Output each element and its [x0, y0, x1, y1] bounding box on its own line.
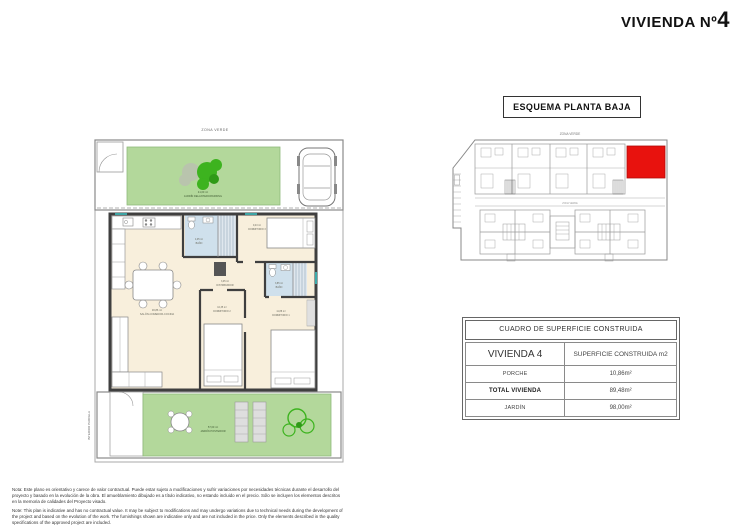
- note-spanish: Nota: Este plano es orientativo y carece de valor contractual. Puede estar sujeto a modificaciones y sufrir variaciones por necesidades técnicas durante el desarrollo del proyecto y basado en la evolución de la obra. El amueblamiento dibujado es a título indicativo, no estando incluido en el precio. Sólo se incluyen los elementos descritos en la memoria de calidades del Proyecto visado.: [12, 487, 341, 504]
- dorm2-area: 10,35 m²: [217, 306, 227, 309]
- col1-header: VIVIENDA 4: [466, 343, 565, 366]
- title-number: 4: [717, 7, 730, 32]
- table-row: [466, 400, 677, 417]
- dorm3-area: 9,43 m²: [252, 224, 262, 227]
- zona-verde-label: ZONA VERDE: [201, 128, 229, 132]
- floor-plan-drawing: [85, 122, 355, 467]
- bed-dorm2: [204, 324, 242, 386]
- row-value-jardin: 98,00m²: [565, 400, 677, 417]
- row-label-total: TOTAL VIVIENDA: [466, 383, 565, 400]
- surface-table-grid: [465, 342, 677, 417]
- front-yard: [95, 140, 343, 210]
- esquema-title: ESQUEMA PLANTA BAJA: [503, 96, 641, 118]
- bed-dorm3: [267, 218, 315, 248]
- banio2-area: 3,85 m²: [274, 282, 284, 285]
- dorm3-name: DORMITORIO 3: [248, 228, 266, 231]
- row-value-porche: 10,86m²: [565, 366, 677, 383]
- rear-garden-name: JARDÍN POSTERIOR: [200, 430, 226, 433]
- table-row: [466, 383, 677, 400]
- dorm1-area: 11,88 m²: [276, 310, 286, 313]
- garden-table: [168, 411, 192, 433]
- surface-table: [462, 317, 680, 420]
- table-row: [466, 343, 677, 366]
- note-english: Note: This plan is indicative and has no contractual value. It may be subject to modifications and may undergo variations due to technical needs during the development of the project and based on the evolution of the work. The furnishings shown are indicative only and are not included in the price. Only the elements described in the quality specifications of the approved project are included.: [12, 508, 343, 526]
- row-label-porche: PORCHE: [466, 366, 565, 383]
- rear-garden-area: 57,00 m²: [207, 426, 219, 429]
- wardrobe-striped: [307, 300, 315, 326]
- page-title: [560, 7, 730, 32]
- salon-area: 30,86 m²: [151, 309, 163, 312]
- legal-notes: [12, 487, 346, 528]
- row-label-jardin: JARDÍN: [466, 400, 565, 417]
- site-plan-drawing: [445, 128, 695, 288]
- site-zona-verde-top: ZONA VERDE: [559, 132, 581, 136]
- front-garden-name: JARDÍN DELANTERO/PARKING: [183, 195, 223, 198]
- banio1-area: 4,05 m²: [194, 238, 204, 241]
- table-row: [466, 366, 677, 383]
- title-prefix: VIVIENDA Nº: [620, 14, 718, 31]
- site-highlight-unit: [627, 146, 665, 178]
- shower1-tiles: [218, 216, 236, 257]
- dorm1-name: DORMITORIO 1: [272, 314, 290, 317]
- entry-gate: [97, 142, 123, 172]
- porch: [110, 392, 143, 456]
- surface-table-header: CUADRO DE SUPERFICIE CONSTRUIDA: [465, 320, 677, 340]
- distribuidor-area: 3,05 m²: [220, 280, 230, 283]
- wardrobe-dark: [214, 262, 226, 276]
- shower2-tiles: [293, 263, 307, 296]
- dorm2-name: DORMITORIO 2: [213, 310, 231, 313]
- car-icon: [297, 148, 337, 206]
- salon-name: SALÓN-COMEDOR-COCINA: [139, 313, 175, 316]
- banio1-name: BAÑO: [195, 242, 203, 245]
- col2-header: SUPERFICIE CONSTRUIDA m2: [565, 343, 677, 366]
- rear-garden: [87, 392, 341, 458]
- site-zona-verde-mid: ZONA VERDE: [562, 202, 578, 205]
- distribuidor-name: DISTRIBUIDOR: [216, 284, 234, 287]
- front-garden-area: 41,00 m²: [197, 191, 209, 194]
- row-value-total: 89,48m²: [565, 383, 677, 400]
- banio2-name: BAÑO: [275, 286, 283, 289]
- interior-parcela-label: INTERIOR PARCELA: [87, 411, 91, 440]
- bed-dorm1: [271, 330, 315, 388]
- house: [110, 214, 316, 390]
